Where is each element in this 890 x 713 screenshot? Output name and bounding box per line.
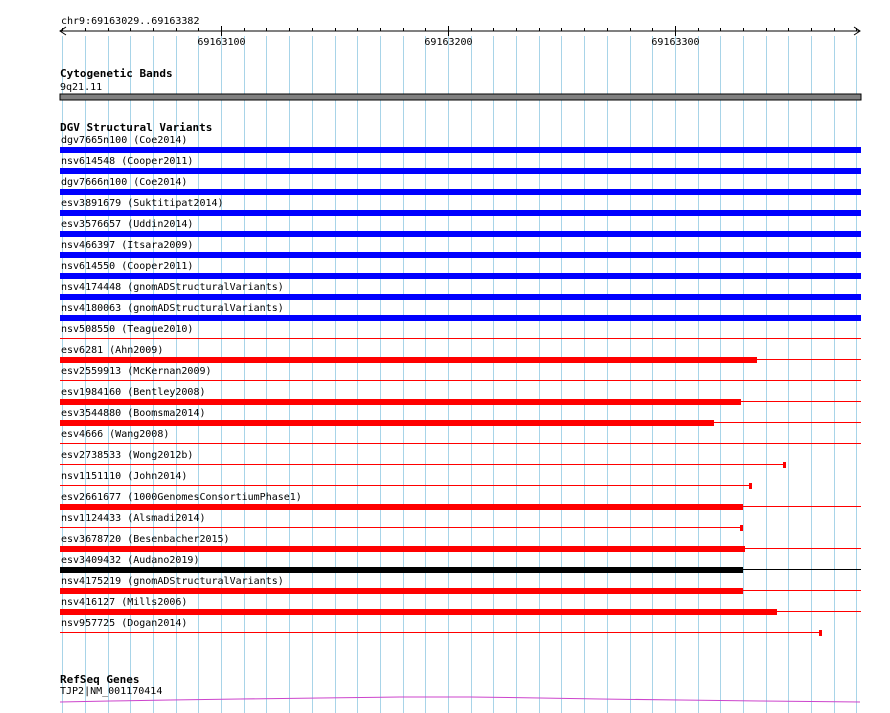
variant-label: nsv4175219 (gnomADStructuralVariants) (61, 576, 284, 587)
variant-end-marker (740, 525, 743, 531)
dgv-variant-row[interactable] (60, 492, 861, 510)
variant-label: nsv466397 (Itsara2009) (61, 240, 194, 251)
variant-label: esv3576657 (Uddin2014) (61, 219, 194, 230)
dgv-variant-row[interactable] (60, 618, 822, 636)
variant-bar[interactable] (60, 189, 861, 195)
variant-label: esv1984160 (Bentley2008) (61, 387, 206, 398)
variant-label: nsv614548 (Cooper2011) (61, 156, 194, 167)
variant-end-marker (749, 483, 752, 489)
dgv-variant-row[interactable] (60, 219, 861, 237)
variant-bar[interactable] (60, 315, 861, 321)
refseq-gene-feature[interactable] (60, 697, 860, 702)
variant-label: nsv4180063 (gnomADStructuralVariants) (61, 303, 284, 314)
variant-bar[interactable] (60, 273, 861, 279)
location-label: chr9:69163029..69163382 (61, 16, 200, 27)
variant-label: nsv416127 (Mills2006) (61, 597, 188, 608)
variant-label: nsv1151110 (John2014) (61, 471, 188, 482)
variant-label: dgv7666n100 (Coe2014) (61, 177, 188, 188)
dgv-variant-row[interactable] (60, 534, 861, 552)
dgv-variant-row[interactable] (60, 135, 861, 153)
dgv-variant-row[interactable] (60, 366, 861, 381)
variant-label: esv2738533 (Wong2012b) (61, 450, 194, 461)
variant-bar[interactable] (60, 567, 743, 573)
dgv-variant-row[interactable] (60, 597, 861, 615)
dgv-variant-row[interactable] (60, 198, 861, 216)
variant-bar[interactable] (60, 210, 861, 216)
variant-label: esv3891679 (Suktitipat2014) (61, 198, 224, 209)
refseq-track-title: RefSeq Genes (60, 673, 140, 686)
ruler-track (60, 16, 860, 48)
cytoband-track-title: Cytogenetic Bands (60, 67, 173, 80)
variant-bar[interactable] (60, 504, 743, 510)
dgv-variant-row[interactable] (60, 282, 861, 300)
dgv-variant-row[interactable] (60, 555, 861, 573)
variant-bar[interactable] (60, 420, 714, 426)
refseq-track (60, 673, 860, 702)
variant-label: nsv508550 (Teague2010) (61, 324, 194, 335)
variant-end-marker (819, 630, 822, 636)
refseq-gene-label: TJP2|NM_001170414 (60, 686, 163, 697)
variant-bar[interactable] (60, 609, 777, 615)
variant-label: nsv957725 (Dogan2014) (61, 618, 188, 629)
variant-bar[interactable] (60, 588, 743, 594)
dgv-variant-row[interactable] (60, 261, 861, 279)
variant-label: nsv614550 (Cooper2011) (61, 261, 194, 272)
dgv-variant-row[interactable] (60, 345, 861, 363)
variant-bar[interactable] (60, 168, 861, 174)
cytoband-bar[interactable] (60, 94, 861, 100)
ruler-tick-label: 69163200 (424, 37, 473, 48)
variant-label: esv3409432 (Audano2019) (61, 555, 200, 566)
variant-end-marker (783, 462, 786, 468)
variant-label: esv2661677 (1000GenomesConsortiumPhase1) (61, 492, 302, 503)
variant-label: esv4666 (Wang2008) (61, 429, 170, 440)
dgv-variant-row[interactable] (60, 324, 861, 339)
variant-bar[interactable] (60, 357, 757, 363)
ruler-tick-label: 69163300 (651, 37, 700, 48)
dgv-variant-row[interactable] (60, 177, 861, 195)
variant-label: nsv4174448 (gnomADStructuralVariants) (61, 282, 284, 293)
variant-bar[interactable] (60, 399, 741, 405)
dgv-variant-row[interactable] (60, 387, 861, 405)
dgv-variant-row[interactable] (60, 450, 786, 468)
ruler-tick-label: 69163100 (197, 37, 246, 48)
dgv-track (60, 121, 861, 636)
dgv-track-title: DGV Structural Variants (60, 121, 213, 134)
dgv-variant-row[interactable] (60, 303, 861, 321)
ruler-major-ticks (197, 26, 699, 48)
dgv-variant-row[interactable] (60, 156, 861, 174)
variant-label: esv3544880 (Boomsma2014) (61, 408, 206, 419)
variant-label: nsv1124433 (Alsmadi2014) (61, 513, 206, 524)
variant-label: esv3678720 (Besenbacher2015) (61, 534, 230, 545)
variant-label: esv2559913 (McKernan2009) (61, 366, 212, 377)
variant-label: dgv7665n100 (Coe2014) (61, 135, 188, 146)
dgv-variant-list (60, 135, 861, 636)
cytoband-label: 9q21.11 (60, 82, 103, 93)
variant-label: esv6281 (Ahn2009) (61, 345, 164, 356)
dgv-variant-row[interactable] (60, 471, 752, 489)
dgv-variant-row[interactable] (60, 513, 743, 531)
dgv-variant-row[interactable] (60, 408, 861, 426)
dgv-variant-row[interactable] (60, 429, 861, 444)
dgv-variant-row[interactable] (60, 240, 861, 258)
variant-bar[interactable] (60, 147, 861, 153)
variant-bar[interactable] (60, 294, 861, 300)
variant-bar[interactable] (60, 252, 861, 258)
variant-bar[interactable] (60, 546, 745, 552)
cytoband-track (60, 67, 861, 100)
variant-bar[interactable] (60, 231, 861, 237)
dgv-variant-row[interactable] (60, 576, 861, 594)
